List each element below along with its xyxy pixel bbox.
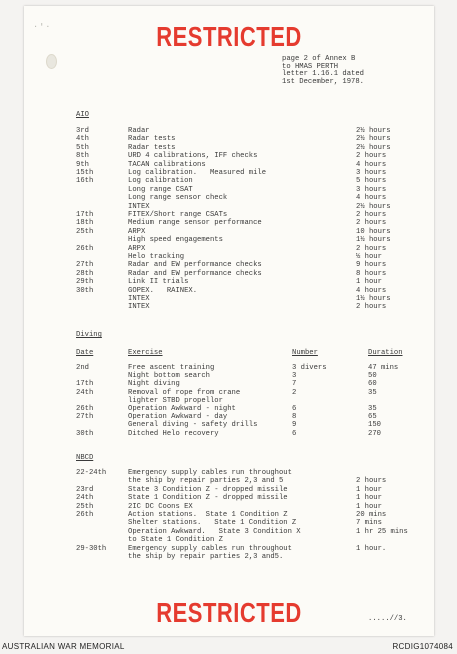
footer-archive-name: AUSTRALIAN WAR MEMORIAL bbox=[2, 642, 125, 651]
aio-row bbox=[24, 304, 434, 312]
nbcd-date: 25th bbox=[76, 502, 94, 511]
aio-duration: 3 hours bbox=[356, 185, 387, 194]
diving-number: 6 bbox=[292, 405, 297, 413]
aio-date: 26th bbox=[76, 244, 94, 253]
diving-duration: 35 bbox=[368, 388, 377, 397]
diving-duration: 60 bbox=[368, 380, 377, 389]
nbcd-duration: 1 hr 25 mins bbox=[356, 527, 408, 536]
aio-duration: 5 hours bbox=[356, 177, 387, 186]
nbcd-duration: 1 hour. bbox=[356, 544, 387, 553]
archive-footer bbox=[0, 638, 457, 654]
aio-activity: ARPX bbox=[128, 244, 146, 253]
nbcd-activity: State 3 Condition Z - dropped missile bbox=[128, 485, 288, 494]
diving-number: 8 bbox=[292, 413, 297, 422]
aio-row bbox=[24, 279, 434, 287]
aio-activity: FITEX/Short range CSATs bbox=[128, 211, 228, 219]
nbcd-date: 23rd bbox=[76, 485, 94, 494]
diving-exercise: Night bottom search bbox=[128, 372, 210, 381]
diving-date: 27th bbox=[76, 413, 94, 422]
aio-date: 28th bbox=[76, 269, 94, 278]
aio-activity: Log calibration. Measured mile bbox=[128, 169, 267, 177]
diving-duration: 270 bbox=[368, 429, 381, 438]
aio-duration: 2½ hours bbox=[356, 143, 391, 152]
aio-date: 8th bbox=[76, 152, 89, 161]
aio-activity: Long range CSAT bbox=[128, 185, 193, 194]
aio-activity: Log calibration bbox=[128, 177, 193, 186]
aio-activity: Radar and EW performance checks bbox=[128, 269, 262, 278]
aio-duration: 2½ hours bbox=[356, 135, 391, 144]
aio-activity: INTEX bbox=[128, 295, 150, 303]
nbcd-duration: 7 mins bbox=[356, 519, 382, 528]
aio-duration: 4 hours bbox=[356, 160, 387, 169]
aio-activity: Radar tests bbox=[128, 143, 176, 152]
nbcd-date: 22-24th bbox=[76, 469, 107, 477]
diving-number: 3 divers bbox=[292, 364, 327, 372]
aio-activity: Medium range sensor performance bbox=[128, 219, 262, 228]
nbcd-activity: the ship by repair parties 2,3 and 5 bbox=[128, 477, 284, 486]
aio-activity: ARPX bbox=[128, 227, 146, 236]
nbcd-row bbox=[24, 529, 434, 537]
nbcd-row bbox=[24, 537, 434, 545]
aio-duration: 8 hours bbox=[356, 269, 387, 278]
pencil-mark: · ' · bbox=[34, 22, 50, 33]
diving-number: 2 bbox=[292, 388, 297, 397]
diving-col-date: Date bbox=[76, 349, 94, 357]
nbcd-date: 29-30th bbox=[76, 544, 107, 553]
aio-duration: 2 hours bbox=[356, 152, 387, 161]
header-line-text: letter 1.16.1 dated bbox=[282, 70, 364, 79]
aio-duration: 2 hours bbox=[356, 219, 387, 228]
diving-col-duration: Duration bbox=[368, 349, 403, 357]
nbcd-activity: Action stations. State 1 Condition Z bbox=[128, 511, 288, 519]
diving-row bbox=[24, 431, 434, 439]
header-line bbox=[24, 79, 434, 87]
aio-duration: 2 hours bbox=[356, 244, 387, 253]
aio-duration: 3 hours bbox=[356, 169, 387, 177]
aio-date: 5th bbox=[76, 143, 89, 152]
diving-number: 3 bbox=[292, 372, 297, 381]
nbcd-duration: 20 mins bbox=[356, 511, 387, 519]
header-line-text: page 2 of Annex B bbox=[282, 55, 356, 63]
nbcd-row bbox=[24, 554, 434, 562]
diving-row bbox=[24, 390, 434, 398]
diving-duration: 150 bbox=[368, 421, 381, 430]
aio-row bbox=[24, 237, 434, 245]
nbcd-duration: 1 hour bbox=[356, 485, 382, 494]
diving-exercise: Removal of rope from crane bbox=[128, 388, 241, 397]
nbcd-activity: Emergency supply cables run throughout bbox=[128, 544, 292, 553]
footer-record-id: RCDIG1074084 bbox=[392, 642, 453, 651]
aio-date: 17th bbox=[76, 211, 94, 219]
diving-exercise: lighter STBD propellor bbox=[128, 396, 223, 405]
aio-activity: Helo tracking bbox=[128, 253, 185, 261]
aio-duration: 9 hours bbox=[356, 261, 387, 270]
nbcd-activity: Operation Awkward. State 3 Condition X bbox=[128, 527, 301, 536]
diving-duration: 65 bbox=[368, 413, 377, 422]
aio-activity: Radar tests bbox=[128, 135, 176, 144]
nbcd-row bbox=[24, 495, 434, 503]
diving-duration: 35 bbox=[368, 405, 377, 413]
header-line-text: to HMAS PERTH bbox=[282, 62, 339, 71]
diving-date: 26th bbox=[76, 405, 94, 413]
page-continuation: .....//3. bbox=[368, 615, 407, 623]
aio-activity: URD 4 calibrations, IFF checks bbox=[128, 152, 258, 161]
aio-activity: Long range sensor check bbox=[128, 194, 228, 203]
diving-duration: 50 bbox=[368, 372, 377, 381]
aio-duration: 2½ hours bbox=[356, 127, 391, 135]
aio-date: 29th bbox=[76, 278, 94, 287]
restricted-stamp-bottom: RESTRICTED bbox=[156, 596, 302, 628]
restricted-stamp-top: RESTRICTED bbox=[156, 20, 302, 52]
aio-date: 25th bbox=[76, 227, 94, 236]
aio-activity: INTEX bbox=[128, 202, 150, 211]
aio-duration: 2 hours bbox=[356, 211, 387, 219]
diving-exercise: Operation Awkward - day bbox=[128, 413, 228, 422]
nbcd-activity: Emergency supply cables run throughout bbox=[128, 469, 292, 477]
aio-date: 18th bbox=[76, 219, 94, 228]
diving-date: 17th bbox=[76, 380, 94, 389]
diving-exercise: General diving - safety drills bbox=[128, 421, 258, 430]
diving-number: 7 bbox=[292, 380, 297, 389]
nbcd-activity: 2IC DC Coons EX bbox=[128, 502, 193, 511]
nbcd-activity: Shelter stations. State 1 Condition Z bbox=[128, 519, 297, 528]
aio-duration: 1½ hours bbox=[356, 236, 391, 245]
aio-heading: AIO bbox=[76, 111, 89, 119]
diving-date: 24th bbox=[76, 388, 94, 397]
aio-duration: 1 hour bbox=[356, 278, 382, 287]
aio-date: 16th bbox=[76, 177, 94, 186]
diving-date: 2nd bbox=[76, 364, 89, 372]
nbcd-date: 26th bbox=[76, 511, 94, 519]
diving-col-number: Number bbox=[292, 349, 318, 357]
aio-date: 15th bbox=[76, 169, 94, 177]
aio-activity: GOPEX. RAINEX. bbox=[128, 286, 198, 295]
aio-duration: 1½ hours bbox=[356, 295, 391, 303]
nbcd-duration: 1 hour bbox=[356, 502, 382, 511]
diving-exercise: Operation Awkward - night bbox=[128, 405, 236, 413]
aio-date: 9th bbox=[76, 160, 89, 169]
aio-activity: High speed engagements bbox=[128, 236, 223, 245]
aio-activity: INTEX bbox=[128, 303, 150, 312]
aio-date: 30th bbox=[76, 286, 94, 295]
aio-duration: ½ hour bbox=[356, 253, 382, 261]
nbcd-activity: State 1 Condition Z - dropped missile bbox=[128, 494, 288, 503]
aio-date: 27th bbox=[76, 261, 94, 270]
nbcd-duration: 1 hour bbox=[356, 494, 382, 503]
diving-number: 9 bbox=[292, 421, 297, 430]
aio-duration: 4 hours bbox=[356, 286, 387, 295]
diving-exercise: Ditched Helo recovery bbox=[128, 429, 219, 438]
diving-date: 30th bbox=[76, 429, 94, 438]
diving-heading: Diving bbox=[76, 331, 102, 339]
aio-date: 3rd bbox=[76, 127, 89, 135]
nbcd-activity: the ship by repair parties 2,3 and5. bbox=[128, 553, 284, 561]
diving-exercise: Night diving bbox=[128, 380, 180, 389]
aio-row bbox=[24, 195, 434, 203]
aio-activity: Radar bbox=[128, 127, 150, 135]
aio-duration: 4 hours bbox=[356, 194, 387, 203]
aio-activity: TACAN calibrations bbox=[128, 160, 206, 169]
diving-exercise: Free ascent training bbox=[128, 364, 215, 372]
header-line-text: 1st December, 1978. bbox=[282, 77, 364, 86]
nbcd-date: 24th bbox=[76, 494, 94, 503]
nbcd-heading: NBCD bbox=[76, 454, 94, 462]
diving-number: 6 bbox=[292, 429, 297, 438]
nbcd-activity: to State 1 Condition Z bbox=[128, 536, 223, 545]
aio-activity: Radar and EW performance checks bbox=[128, 261, 262, 270]
diving-duration: 47 mins bbox=[368, 364, 399, 372]
aio-duration: 10 hours bbox=[356, 227, 391, 236]
diving-col-exercise: Exercise bbox=[128, 349, 163, 357]
aio-row bbox=[24, 153, 434, 161]
aio-duration: 2½ hours bbox=[356, 202, 391, 211]
document-page bbox=[24, 6, 434, 636]
aio-date: 4th bbox=[76, 135, 89, 144]
aio-activity: Link II trials bbox=[128, 278, 189, 287]
nbcd-duration: 2 hours bbox=[356, 477, 387, 486]
aio-duration: 2 hours bbox=[356, 303, 387, 312]
